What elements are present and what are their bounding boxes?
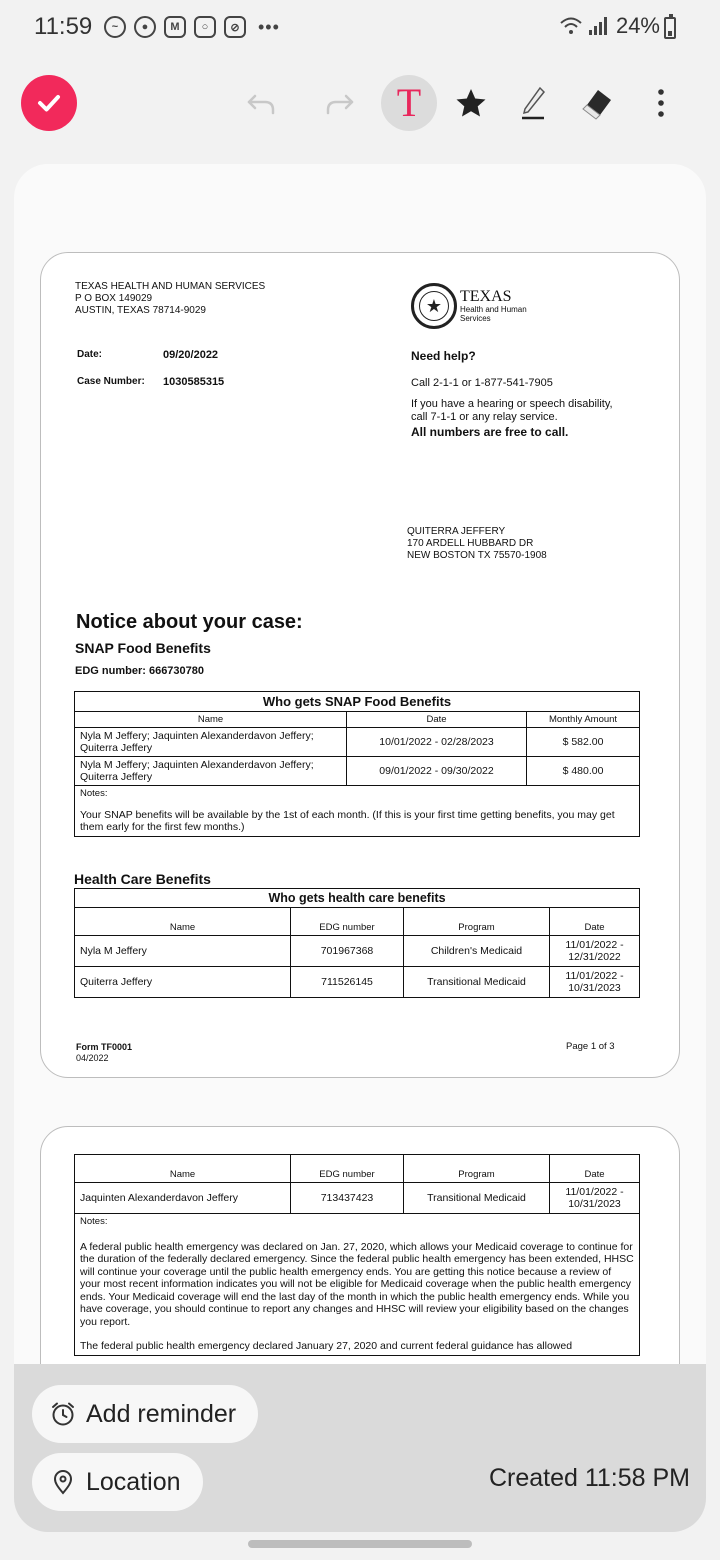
status-bar — [0, 0, 720, 56]
logo-subtitle: Health and Human — [460, 305, 527, 314]
help-free: All numbers are free to call. — [411, 425, 569, 439]
table-cell: 11/01/2022 - 12/31/2022 — [550, 936, 640, 967]
table-cell: Quiterra Jeffery — [75, 967, 291, 998]
snap-table-caption: Who gets SNAP Food Benefits — [75, 692, 640, 712]
table-cell: Nyla M Jeffery — [75, 936, 291, 967]
help-hearing-line: If you have a hearing or speech disability, — [411, 398, 613, 410]
save-check-button[interactable] — [21, 75, 77, 131]
location-button[interactable] — [32, 1453, 203, 1511]
instagram-icon: ○ — [194, 16, 216, 38]
document-page-1[interactable] — [40, 252, 680, 1078]
help-call: Call 2-1-1 or 1-877-541-7905 — [411, 377, 553, 389]
snap-table — [74, 691, 640, 837]
table-cell: 713437423 — [291, 1183, 404, 1214]
health-care-table-continued — [74, 1154, 640, 1356]
table-row — [75, 728, 640, 757]
home-gesture-bar[interactable] — [248, 1540, 472, 1548]
messenger-icon: ~ — [104, 16, 126, 38]
address-line: NEW BOSTON TX 75570-1908 — [407, 550, 547, 561]
page-number: Page 1 of 3 — [566, 1041, 615, 1052]
location-label: Location — [86, 1467, 181, 1496]
battery-percent: 24% — [615, 13, 660, 38]
text-tool-icon: T — [396, 80, 422, 125]
notes-label: Notes: — [80, 1216, 108, 1227]
pen-icon — [516, 86, 550, 120]
more-notifications-icon: ••• — [258, 16, 280, 37]
edg-label: EDG number: — [75, 665, 149, 677]
help-hearing-line: call 7-1-1 or any relay service. — [411, 411, 558, 423]
snap-title: SNAP Food Benefits — [75, 640, 211, 656]
sender-line: AUSTIN, TEXAS 78714-9029 — [75, 305, 206, 316]
more-vert-icon — [644, 86, 678, 120]
add-reminder-button[interactable] — [32, 1385, 258, 1443]
column-header: Program — [404, 1155, 550, 1183]
column-header: Name — [75, 712, 347, 728]
redo-icon — [322, 86, 356, 120]
notice-title: Notice about your case: — [76, 611, 303, 633]
health-notes — [75, 1214, 640, 1356]
texas-seal-icon: ★ — [411, 283, 457, 329]
column-header: Date — [347, 712, 527, 728]
logo-subtitle: Services — [460, 314, 491, 323]
snap-notes — [75, 786, 640, 837]
table-row — [75, 757, 640, 786]
date-label: Date: — [77, 349, 103, 360]
note-bottom-panel — [14, 1364, 706, 1532]
chrome-icon: ● — [134, 16, 156, 38]
column-header: Name — [75, 1155, 291, 1183]
column-header: EDG number — [291, 1155, 404, 1183]
table-cell: $ 582.00 — [527, 728, 640, 757]
help-title: Need help? — [411, 349, 476, 363]
address-line: 170 ARDELL HUBBARD DR — [407, 538, 534, 549]
table-cell: 701967368 — [291, 936, 404, 967]
table-cell: 10/01/2022 - 02/28/2023 — [347, 728, 527, 757]
form-info — [76, 1042, 132, 1064]
help-hearing — [411, 398, 613, 424]
form-label: Form TF0001 — [76, 1042, 133, 1052]
table-cell: 11/01/2022 - 10/31/2023 — [550, 967, 640, 998]
status-time: 11:59 — [34, 13, 93, 40]
note-content[interactable] — [14, 164, 706, 1364]
table-cell: $ 480.00 — [527, 757, 640, 786]
location-pin-icon — [50, 1469, 76, 1495]
case-number-value: 1030585315 — [163, 376, 225, 388]
table-cell: 09/01/2022 - 09/30/2022 — [347, 757, 527, 786]
notes-label: Notes: — [80, 788, 108, 799]
edg-value: 666730780 — [148, 665, 205, 677]
undo-button[interactable] — [237, 78, 287, 128]
notification-icons — [104, 16, 280, 38]
health-table-caption: Who gets health care benefits — [75, 889, 640, 908]
more-options-button[interactable] — [636, 78, 686, 128]
document-page-2[interactable] — [40, 1126, 680, 1364]
notes-text: A federal public health emergency was declared on Jan. 27, 2020, which allows your Medicaid coverage to continue for the duration of the federally declared emergency. Since the federal public health emergency has been extended, HHSC will continue your coverage until the public health emergency ends. You are getting this notice because a review of your most recent information indicates you will not be eligible for Medicaid coverage when the public health emergency ends. Your Medicaid coverage will end the last day of the month in which the public health emergency ends. While you have coverage, you should continue to report any changes and HHSC will review your eligibility based on the changes you report. — [80, 1240, 634, 1328]
table-row — [75, 1183, 640, 1214]
check-icon — [34, 88, 64, 118]
table-cell: 711526145 — [291, 967, 404, 998]
undo-icon — [245, 86, 279, 120]
date-value: 09/20/2022 — [163, 349, 219, 361]
sender-line: TEXAS HEALTH AND HUMAN SERVICES — [75, 281, 266, 292]
signal-icon — [588, 16, 610, 36]
address-line: QUITERRA JEFFERY — [407, 526, 506, 537]
column-header: Name — [75, 908, 291, 936]
table-cell: Jaquinten Alexanderdavon Jeffery — [75, 1183, 291, 1214]
table-cell: 11/01/2022 - 10/31/2023 — [550, 1183, 640, 1214]
star-icon — [454, 86, 488, 120]
column-header: Monthly Amount — [527, 712, 640, 728]
logo-title: TEXAS — [460, 288, 512, 305]
hhs-logo — [411, 283, 541, 329]
alarm-clock-icon — [50, 1401, 76, 1427]
table-cell: Nyla M Jeffery; Jaquinten Alexanderdavon Jeffery; Quiterra Jeffery — [75, 757, 347, 786]
note-toolbar — [0, 68, 720, 140]
edg-number — [75, 665, 204, 677]
case-number-label: Case Number: — [77, 376, 145, 387]
sender-address — [75, 281, 265, 317]
recipient-address — [407, 526, 547, 562]
column-header: EDG number — [291, 908, 404, 936]
text-tool-button[interactable] — [381, 75, 437, 131]
column-header: Date — [550, 908, 640, 936]
battery-icon — [664, 17, 676, 39]
column-header: Program — [404, 908, 550, 936]
no-sim-icon: ⊘ — [224, 16, 246, 38]
notes-text: The federal public health emergency declared January 27, 2020 and current federal guidance has allowed — [80, 1340, 573, 1352]
column-header: Date — [550, 1155, 640, 1183]
eraser-icon — [580, 86, 614, 120]
gmail-icon: M — [164, 16, 186, 38]
health-care-title: Health Care Benefits — [74, 871, 211, 887]
status-right — [560, 13, 660, 39]
table-cell: Children's Medicaid — [404, 936, 550, 967]
redo-button[interactable] — [314, 78, 364, 128]
form-date: 04/2022 — [76, 1053, 109, 1063]
table-row — [75, 967, 640, 998]
add-reminder-label: Add reminder — [86, 1399, 237, 1428]
wifi-icon — [560, 16, 582, 36]
pen-button[interactable] — [508, 78, 558, 128]
health-care-table — [74, 888, 640, 998]
table-cell: Transitional Medicaid — [404, 967, 550, 998]
eraser-button[interactable] — [572, 78, 622, 128]
sender-line: P O BOX 149029 — [75, 293, 153, 304]
table-cell: Nyla M Jeffery; Jaquinten Alexanderdavon Jeffery; Quiterra Jeffery — [75, 728, 347, 757]
table-row — [75, 936, 640, 967]
table-cell: Transitional Medicaid — [404, 1183, 550, 1214]
notes-text: Your SNAP benefits will be available by the 1st of each month. (If this is your first time getting benefits, you may get them early for the first few months.) — [80, 808, 615, 833]
stickers-button[interactable] — [446, 78, 496, 128]
created-timestamp: Created 11:58 PM — [488, 1464, 690, 1492]
